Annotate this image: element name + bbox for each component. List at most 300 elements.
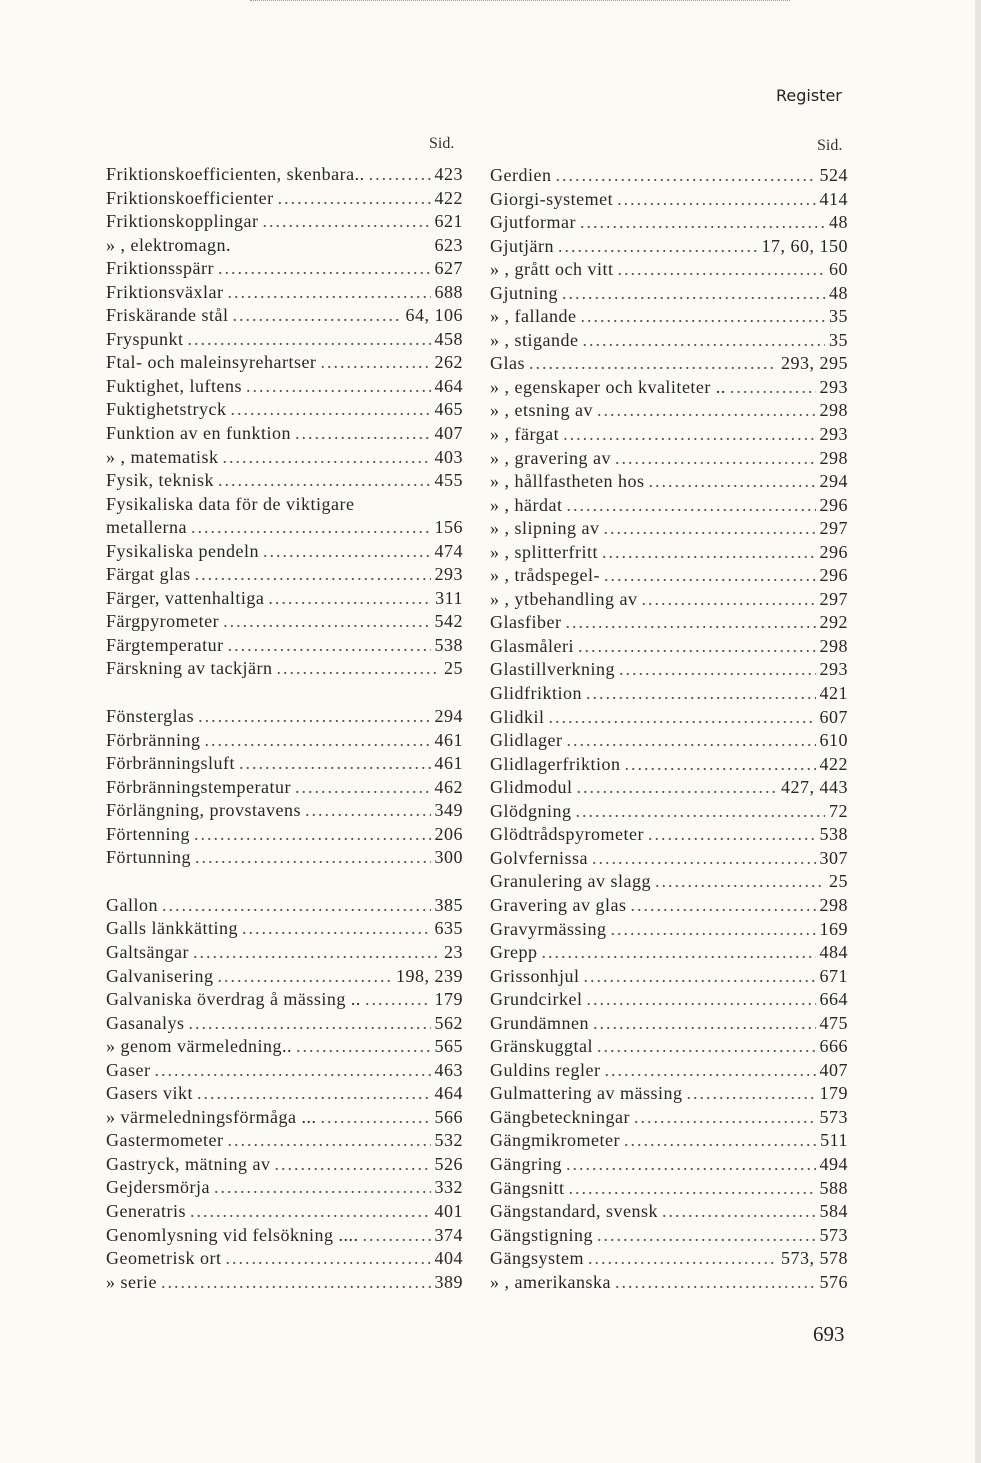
index-entry [106,1247,463,1271]
index-entry [490,588,848,612]
index-page-ref: 23 [444,941,463,962]
index-page-ref: 511 [820,1130,848,1151]
index-term: » , fallande [490,306,577,327]
index-entry [106,1059,463,1083]
index-entry [490,376,848,400]
dot-leader [363,1224,431,1248]
index-term: Fuktighetstryck [106,399,227,420]
index-entry [490,658,848,682]
dot-leader [161,1271,431,1295]
dot-leader [569,1177,816,1201]
dot-leader [615,447,816,471]
dot-leader [597,399,816,423]
index-page-ref: 532 [434,1130,463,1151]
index-term: » värmeledningsförmåga ... [106,1106,317,1127]
index-page-ref: 573 [819,1106,848,1127]
right-index-column [490,164,848,1294]
index-term: Glidlagerfriktion [490,753,621,774]
dot-leader [604,564,816,588]
index-term: » , etsning av [490,400,593,421]
page-edge [975,0,981,1463]
index-entry [106,210,463,234]
index-page-ref: 298 [819,447,848,468]
index-entry [490,682,848,706]
index-page-ref: 60 [829,259,848,280]
index-entry [106,752,463,776]
index-term: Gaser [106,1059,151,1080]
index-entry [490,988,848,1012]
index-term: Gränskuggtal [490,1036,593,1057]
index-page-ref: 206 [434,823,463,844]
dot-leader [223,610,430,634]
dot-leader [604,517,816,541]
index-term: » , elektromagn. [106,234,231,255]
index-page-ref: 610 [819,730,848,751]
dot-leader [619,658,816,682]
index-page-ref: 262 [434,352,463,373]
index-term: Geometrisk ort [106,1248,222,1269]
page-header-title: Register [776,86,842,105]
index-entry [490,1271,848,1295]
left-sid-label: Sid. [429,135,455,152]
dot-leader [597,1035,816,1059]
dot-leader [549,706,816,730]
index-entry [106,1224,463,1248]
index-entry [106,1035,463,1059]
dot-leader [228,634,431,658]
index-page-ref: 48 [829,282,848,303]
index-page-ref: 664 [819,989,848,1010]
dot-leader [295,776,431,800]
index-page-ref: 297 [819,588,848,609]
index-term: » , trådspegel- [490,565,600,586]
index-page-ref: 423 [434,164,463,184]
index-entry [490,164,848,188]
dot-leader [617,188,815,212]
index-page-ref: 666 [819,1036,848,1057]
index-entry [106,1153,463,1177]
dot-leader [583,329,826,353]
index-page-ref: 573 [819,1224,848,1245]
index-entry [490,1177,848,1201]
dot-leader [648,470,815,494]
index-term: metallerna [106,517,187,538]
dot-leader [597,1224,816,1248]
index-entry [106,187,463,211]
index-term: Fönsterglas [106,706,195,727]
index-entry [106,422,463,446]
dot-leader [641,588,815,612]
index-page-ref: 25 [829,871,848,892]
index-entry [106,917,463,941]
dot-leader [586,682,816,706]
index-entry [490,941,848,965]
dot-leader [228,281,431,305]
dot-leader [565,611,815,635]
index-page-ref: 573, 578 [781,1248,848,1269]
dot-leader [188,1012,430,1036]
index-entry [490,870,848,894]
index-term: Golvfernissa [490,847,588,868]
index-page-ref: 293 [819,376,848,397]
index-page-ref: 156 [434,517,463,538]
index-page-ref: 688 [434,281,463,302]
index-page-ref: 17, 60, 150 [761,235,848,256]
dot-leader [630,894,815,918]
dot-leader [198,705,430,729]
index-term: Fysikaliska data för de viktigare [106,493,355,514]
index-term: Ftal- och maleinsyrehartser [106,352,317,373]
index-term: Grissonhjul [490,965,580,986]
dot-leader [655,870,825,894]
index-entry [490,305,848,329]
index-entry [490,329,848,353]
dot-leader [617,258,825,282]
dot-leader [563,423,815,447]
index-page-ref: 293 [819,424,848,445]
index-term: Förtenning [106,823,190,844]
index-page-ref: 627 [434,258,463,279]
index-term: Gängstigning [490,1224,593,1245]
index-entry [490,211,848,235]
index-page-ref: 298 [819,400,848,421]
dot-leader [222,446,430,470]
index-entry [106,563,463,587]
index-page-ref: 404 [434,1248,463,1269]
index-term: Gejdersmörja [106,1177,210,1198]
index-term: Friktionskoefficienter [106,187,274,208]
index-term: Granulering av slagg [490,871,651,892]
dot-leader [246,375,431,399]
dot-leader [305,799,431,823]
index-page-ref: 422 [434,187,463,208]
dot-leader [602,541,816,565]
index-term: Gängsystem [490,1248,584,1269]
dot-leader [584,965,816,989]
index-entry [106,351,463,375]
dot-leader [197,1082,431,1106]
index-term: » , amerikanska [490,1271,611,1292]
dot-leader [634,1106,816,1130]
dot-leader [217,965,392,989]
dot-leader [730,376,816,400]
index-term: Gasanalys [106,1012,185,1033]
index-term: Färger, vattenhaltiga [106,587,265,608]
index-term: Glasfiber [490,612,562,633]
index-page-ref: 297 [819,518,848,539]
index-entry [490,399,848,423]
index-term: Färgat glas [106,564,191,585]
index-term: Gastryck, mätning av [106,1153,271,1174]
index-entry [490,447,848,471]
dot-leader [214,1176,431,1200]
dot-leader [588,1247,777,1271]
index-term: Glödgning [490,800,572,821]
index-entry [490,1082,848,1106]
dot-leader [593,1012,816,1036]
dot-leader [231,398,431,422]
index-term: Glidfriktion [490,683,582,704]
index-page-ref: 385 [434,894,463,915]
index-page-ref: 294 [819,471,848,492]
index-entry [490,918,848,942]
index-term: Färgpyrometer [106,611,220,632]
index-term: Glastillverkning [490,659,615,680]
dot-leader [566,494,815,518]
index-entry [106,516,463,540]
index-page-ref: 427, 443 [781,777,848,798]
dot-leader [624,1129,816,1153]
index-term: Fysikaliska pendeln [106,540,259,561]
dot-leader [686,1082,815,1106]
index-page-ref: 565 [434,1036,463,1057]
dot-leader [586,988,815,1012]
index-term: Generatris [106,1200,186,1221]
index-page-ref: 35 [829,329,848,350]
dot-leader [648,823,816,847]
index-entry [490,611,848,635]
index-page-ref: 35 [829,306,848,327]
index-page-ref: 293 [819,659,848,680]
index-term: » , hållfastheten hos [490,471,645,492]
dot-leader [194,823,431,847]
index-page-ref: 349 [434,800,463,821]
index-page-ref: 422 [819,753,848,774]
index-entry [106,705,463,729]
index-page-ref: 494 [819,1153,848,1174]
index-entry [106,493,463,517]
index-entry [106,469,463,493]
index-term: Gjutformar [490,212,576,233]
index-page-ref: 403 [434,446,463,467]
index-page-ref: 538 [819,824,848,845]
dot-leader [576,800,825,824]
dot-leader [578,635,816,659]
index-term: » , matematisk [106,446,219,467]
index-term: Fryspunkt [106,328,184,349]
index-term: » , färgat [490,424,560,445]
index-term: Gjutning [490,282,559,303]
index-term: Gravyrmässing [490,918,607,939]
index-term: Friktionskopplingar [106,211,259,232]
index-entry [106,988,463,1012]
index-entry [106,657,463,681]
index-page-ref: 464 [434,375,463,396]
dot-leader [239,752,431,776]
index-term: Giorgi-systemet [490,188,614,209]
dot-leader [242,917,431,941]
index-page-ref: 421 [819,683,848,704]
dot-leader [218,257,431,281]
index-page-ref: 401 [434,1200,463,1221]
index-term: » , härdat [490,494,563,515]
index-entry [106,304,463,328]
index-page-ref: 374 [434,1224,463,1245]
index-term: Friskärande stål [106,305,229,326]
index-page-ref: 542 [434,611,463,632]
index-page-ref: 292 [819,612,848,633]
dot-leader [274,1153,430,1177]
index-page-ref: 623 [434,234,463,255]
index-entry [490,470,848,494]
index-entry [106,1200,463,1224]
index-term: Guldins regler [490,1059,601,1080]
index-page-ref: 461 [434,729,463,750]
index-page-ref: 389 [434,1271,463,1292]
index-entry [490,965,848,989]
dot-leader [278,187,431,211]
dot-leader [566,729,815,753]
index-page-ref: 576 [819,1271,848,1292]
top-edge-line [250,0,790,3]
dot-leader [195,846,430,870]
index-page-ref: 465 [434,399,463,420]
index-entry [106,894,463,918]
dot-leader [615,1271,816,1295]
index-term: Glidlager [490,730,563,751]
index-entry [106,776,463,800]
index-entry [490,352,848,376]
index-entry [490,753,848,777]
index-entry [490,564,848,588]
index-entry [490,188,848,212]
index-term: Galvaniska överdrag å mässing .. [106,989,361,1010]
index-entry [490,1059,848,1083]
index-entry [106,823,463,847]
dot-leader [263,210,431,234]
index-page-ref: 179 [819,1083,848,1104]
index-page-ref: 72 [829,800,848,821]
index-entry [106,587,463,611]
index-page-ref: 562 [434,1012,463,1033]
index-term: Förbränningsluft [106,753,235,774]
index-page-ref: 198, 239 [396,965,463,986]
index-entry [490,423,848,447]
index-page-ref: 293 [434,564,463,585]
index-term: Fysik, teknisk [106,470,215,491]
index-page-ref: 48 [829,212,848,233]
index-term: Gängbeteckningar [490,1106,630,1127]
index-entry [106,634,463,658]
dot-leader [662,1200,816,1224]
index-term: Gängmikrometer [490,1130,620,1151]
dot-leader [592,847,816,871]
index-entry [490,1153,848,1177]
index-page-ref: 298 [819,894,848,915]
dot-leader [193,941,440,965]
dot-leader [195,563,431,587]
index-entry [490,1224,848,1248]
index-term: Gallon [106,894,158,915]
left-index-column [106,163,463,1294]
index-entry [490,1247,848,1271]
index-term: » , splitterfritt [490,541,598,562]
index-term: Gerdien [490,165,552,185]
index-entry [490,776,848,800]
dot-leader [529,352,777,376]
index-page-ref: 474 [434,540,463,561]
index-term: Gulmattering av mässing [490,1083,683,1104]
index-term: Genomlysning vid felsökning .... [106,1224,359,1245]
index-term: » , grått och vitt [490,259,614,280]
index-page-ref: 538 [434,634,463,655]
index-term: Glas [490,353,525,374]
dot-leader [191,516,431,540]
index-term: Grundcirkel [490,989,583,1010]
dot-leader [190,1200,431,1224]
index-entry [490,258,848,282]
index-entry [106,540,463,564]
dot-leader [369,163,431,187]
index-entry [490,541,848,565]
index-term: Gasers vikt [106,1083,193,1104]
index-page-ref: 332 [434,1177,463,1198]
index-page-ref: 588 [819,1177,848,1198]
index-entry [106,1082,463,1106]
index-term: Friktionskoefficienten, skenbara.. [106,164,365,184]
index-page-ref: 455 [434,470,463,491]
index-page-ref: 607 [819,706,848,727]
index-term: Funktion av en funktion [106,423,291,444]
index-entry [106,281,463,305]
index-entry [490,635,848,659]
index-page-ref: 526 [434,1153,463,1174]
index-term: Förtunning [106,847,192,868]
index-page-ref: 64, 106 [405,305,463,326]
index-entry [490,1106,848,1130]
index-term: Galtsängar [106,941,189,962]
index-term: » , gravering av [490,447,611,468]
index-entry [490,847,848,871]
index-entry [490,1200,848,1224]
dot-leader [227,1129,430,1153]
dot-leader [162,894,431,918]
dot-leader [320,351,430,375]
index-term: Galvanisering [106,965,214,986]
index-term: Förlängning, provstavens [106,800,301,821]
index-term: Glidmodul [490,777,573,798]
index-page-ref: 311 [435,587,463,608]
index-entry [106,846,463,870]
index-term: Glidkil [490,706,545,727]
index-page-ref: 463 [434,1059,463,1080]
dot-leader [276,657,440,681]
index-entry [106,729,463,753]
dot-leader [154,1059,430,1083]
index-term: Gängsnitt [490,1177,565,1198]
dot-leader [296,1035,431,1059]
dot-leader [263,540,431,564]
index-term: Grepp [490,942,538,963]
index-page-ref: 635 [434,918,463,939]
dot-leader [566,1153,816,1177]
index-entry [490,494,848,518]
index-entry [490,706,848,730]
dot-leader [555,164,815,188]
index-entry [106,610,463,634]
index-term: Gängring [490,1153,562,1174]
index-page-ref: 300 [434,847,463,868]
index-term: » genom värmeledning.. [106,1036,292,1057]
index-entry [106,1129,463,1153]
dot-leader [562,282,825,306]
right-sid-label: Sid. [817,137,843,154]
index-term: Gravering av glas [490,894,627,915]
index-entry [490,282,848,306]
index-page-ref: 407 [434,423,463,444]
dot-leader [580,305,825,329]
dot-leader [232,304,401,328]
